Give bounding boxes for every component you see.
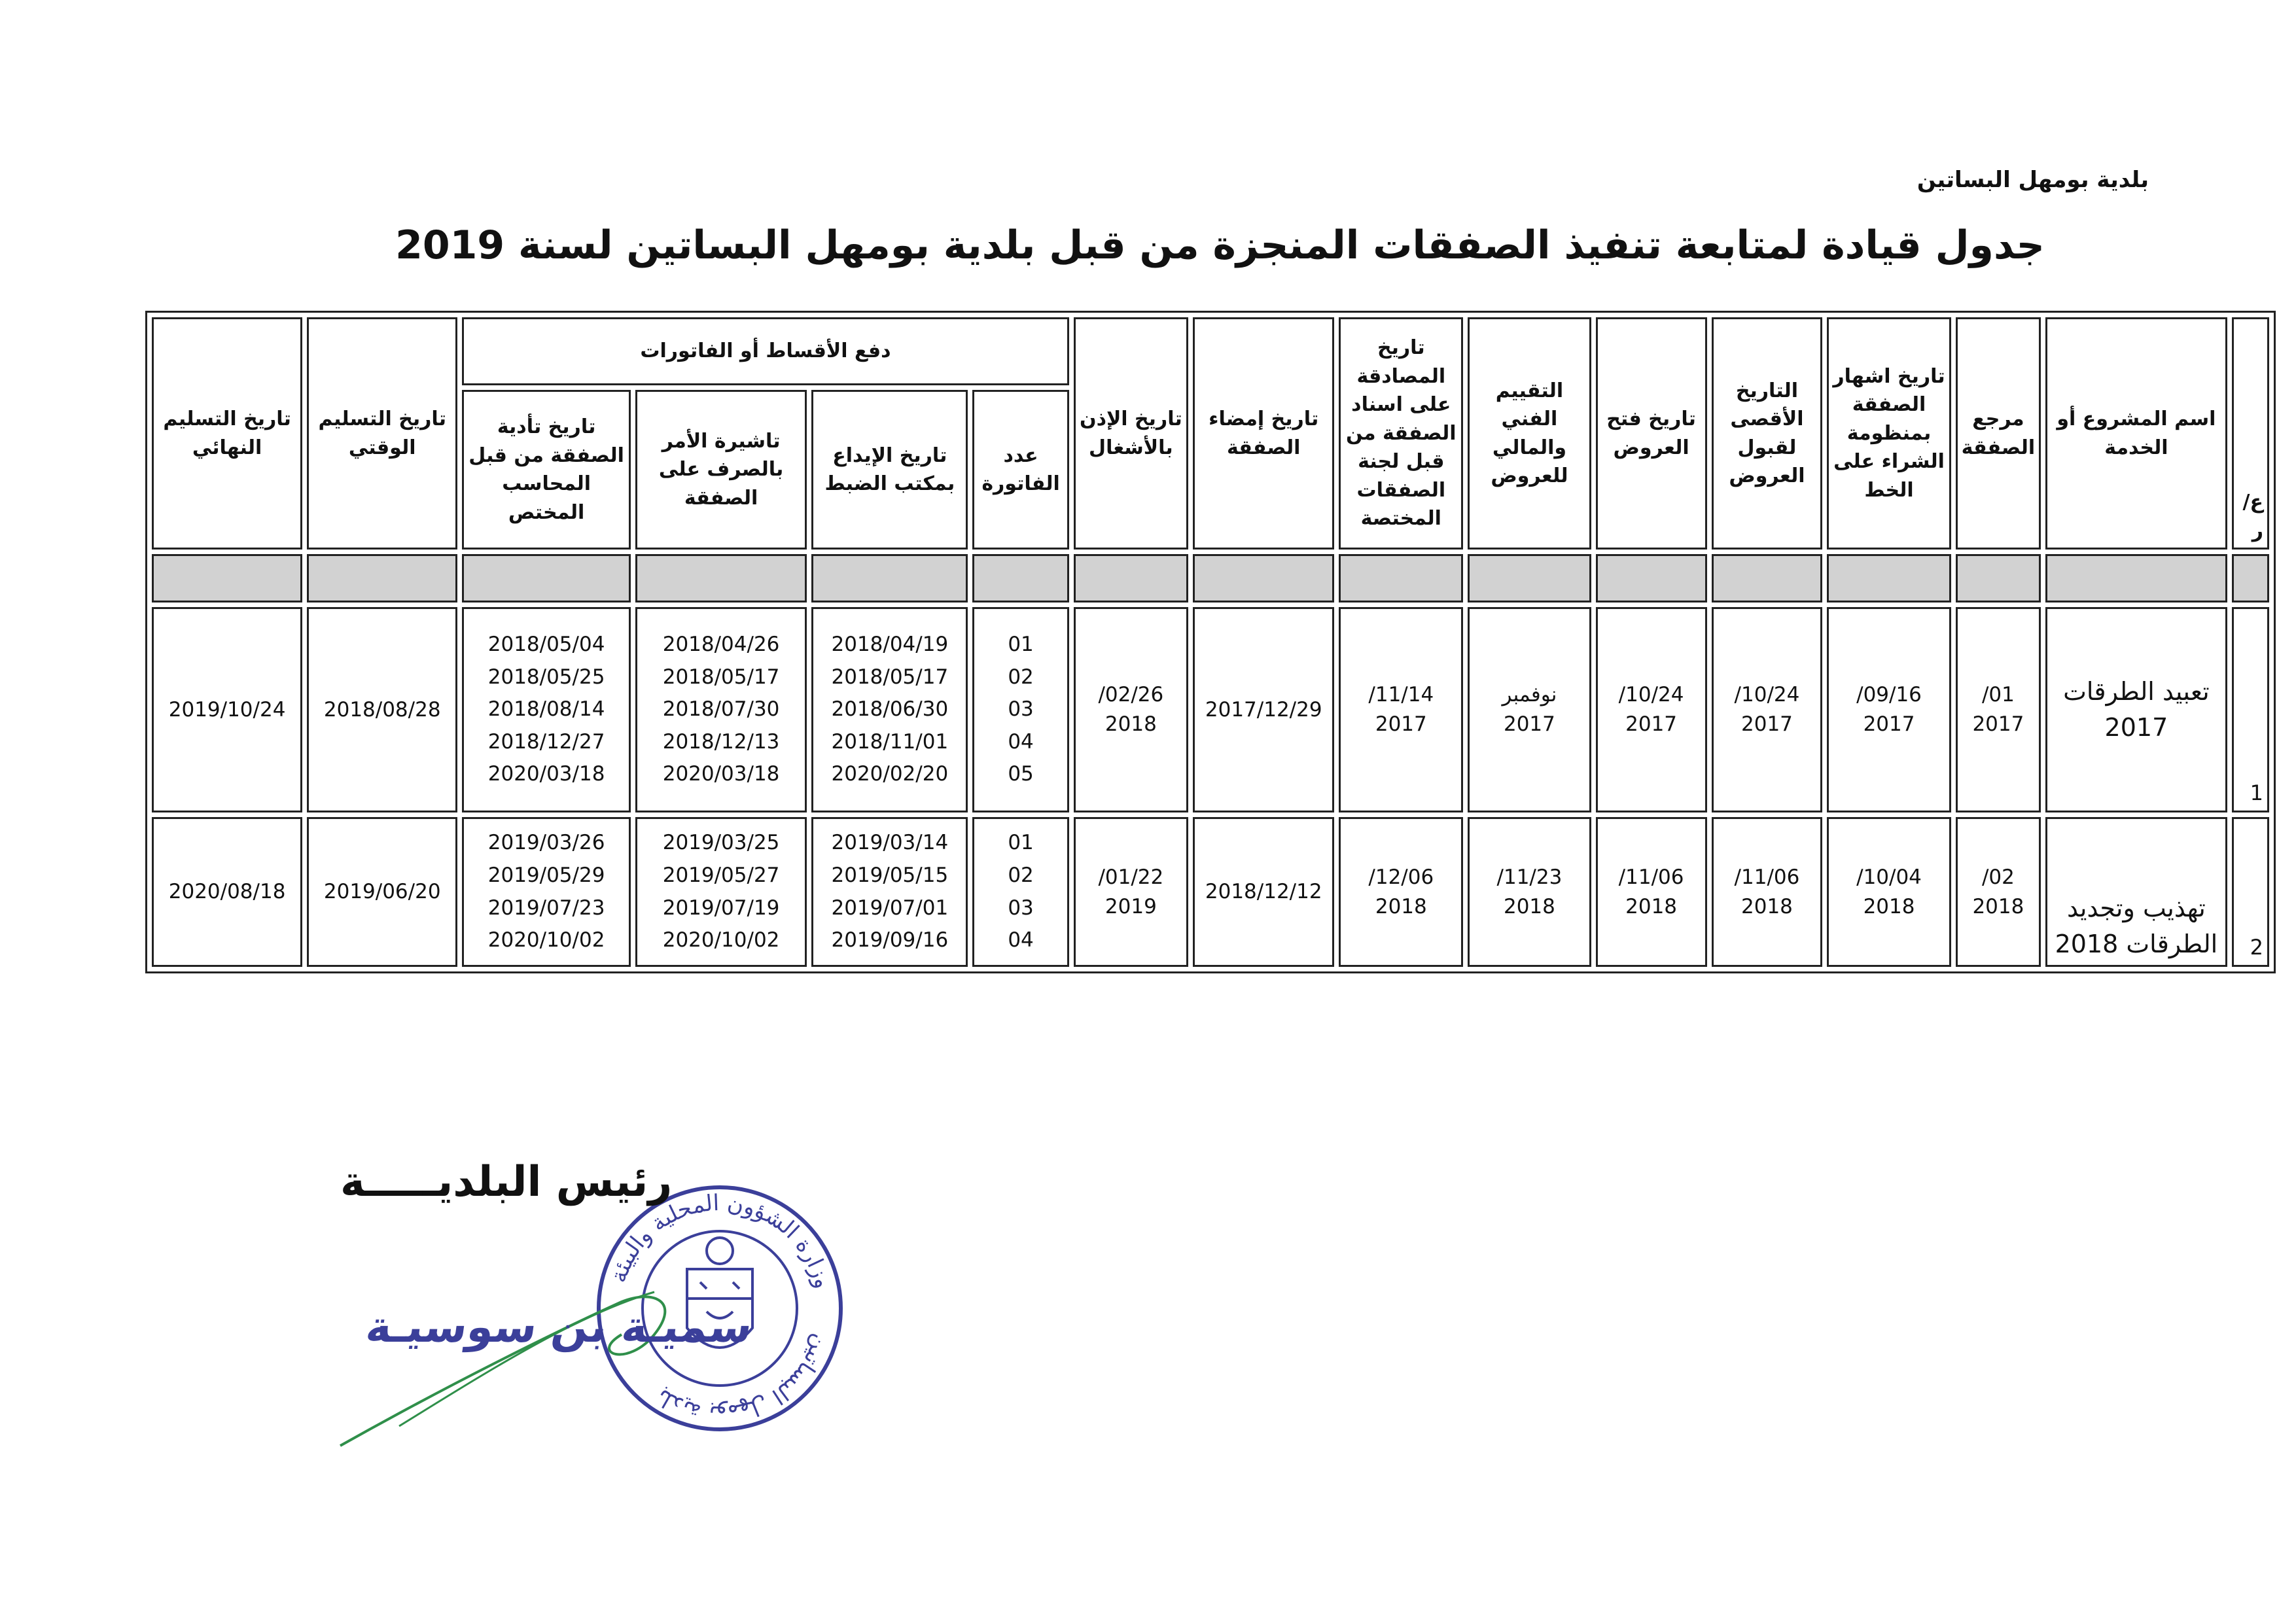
paid-date: 2019/07/23 <box>487 896 605 920</box>
publish-date: 10/04/ 2018 <box>1827 817 1951 967</box>
deposit-dates <box>811 817 968 967</box>
visa-date: 2018/05/17 <box>662 665 780 689</box>
stamp-outer-text: وزارة الشؤون المحلية والبيئة <box>605 1189 836 1291</box>
provisional-date: 2018/08/28 <box>307 607 457 812</box>
deposit-date: 2019/03/14 <box>831 831 949 855</box>
project-name: تهذيب وتجديد الطرقات 2018 <box>2045 817 2227 967</box>
deposit-date: 2018/04/19 <box>831 633 949 657</box>
col-deposit: تاريخ الإيداع بمكتب الضبط <box>811 390 968 550</box>
visa-dates <box>635 607 807 812</box>
deposit-date: 2018/06/30 <box>831 697 949 722</box>
paid-dates <box>462 607 631 812</box>
final-date: 2020/08/18 <box>152 817 302 967</box>
col-ref: مرجع الصفقة <box>1956 317 2041 550</box>
spacer-row <box>152 554 2269 602</box>
visa-dates <box>635 817 807 967</box>
paid-date: 2018/12/27 <box>487 729 605 754</box>
col-final: تاريخ التسليم النهائي <box>152 317 302 550</box>
deposit-date: 2020/02/20 <box>831 762 949 786</box>
deposit-date: 2019/05/15 <box>831 863 949 887</box>
paid-date: 2018/05/04 <box>487 633 605 657</box>
col-deadline: التاريخ الأقصى لقبول العروض <box>1712 317 1823 550</box>
visa-date: 2020/03/18 <box>662 762 780 786</box>
invoice-number: 01 <box>1008 831 1034 855</box>
paid-date: 2020/10/02 <box>487 928 605 952</box>
signature-date: 2018/12/12 <box>1193 817 1334 967</box>
row-index: 1 <box>2232 607 2269 812</box>
col-signature: تاريخ إمضاء الصفقة <box>1193 317 1334 550</box>
col-provisional: تاريخ التسليم الوقتي <box>307 317 457 550</box>
contract-ref: 01/ 2017 <box>1956 607 2041 812</box>
invoice-numbers <box>972 817 1069 967</box>
visa-date: 2018/12/13 <box>662 729 780 754</box>
mayor-name: سميـة بن سوسيـة <box>362 1302 756 1352</box>
page-title-text: جدول قيادة لمتابعة تنفيذ الصفقات المنجزة من قبل بلدية بومهل البساتين لسنة 2019 <box>395 222 2045 268</box>
col-visa: تاشيرة الأمر بالصرف على الصفقة <box>635 390 807 550</box>
order-date: 02/26/ 2018 <box>1074 607 1188 812</box>
invoice-number: 04 <box>1008 729 1034 754</box>
provisional-date: 2019/06/20 <box>307 817 457 967</box>
final-date: 2019/10/24 <box>152 607 302 812</box>
table-row <box>152 607 2269 812</box>
approval-date: 12/06/ 2018 <box>1339 817 1463 967</box>
order-date: 01/22/ 2019 <box>1074 817 1188 967</box>
invoice-numbers <box>972 607 1069 812</box>
signature-date: 2017/12/29 <box>1193 607 1334 812</box>
invoice-number: 03 <box>1008 896 1034 920</box>
invoice-number: 02 <box>1008 863 1034 887</box>
page-title <box>0 222 2296 268</box>
project-name: تعبيد الطرقات 2017 <box>2045 607 2227 812</box>
deposit-date: 2019/07/01 <box>831 896 949 920</box>
stamp-inner-text: بلدية بومهل البساتين <box>651 1331 835 1427</box>
visa-date: 2019/07/19 <box>662 896 780 920</box>
publish-date: 09/16/ 2017 <box>1827 607 1951 812</box>
contracts-table <box>145 311 2276 973</box>
col-evaluation: التقييم الفني والمالي للعروض <box>1468 317 1591 550</box>
paid-dates <box>462 817 631 967</box>
deposit-date: 2018/05/17 <box>831 665 949 689</box>
invoice-number: 05 <box>1008 762 1034 786</box>
visa-date: 2019/05/27 <box>662 863 780 887</box>
visa-date: 2018/07/30 <box>662 697 780 722</box>
signature-block <box>314 1138 851 1505</box>
header-row-1 <box>152 317 2269 385</box>
open-date: 11/06/ 2018 <box>1596 817 1707 967</box>
invoice-number: 01 <box>1008 633 1034 657</box>
col-index: ع/ر <box>2232 317 2269 550</box>
deadline-date: 11/06/ 2018 <box>1712 817 1823 967</box>
invoice-number: 04 <box>1008 928 1034 952</box>
invoice-number: 03 <box>1008 697 1034 722</box>
contract-ref: 02/ 2018 <box>1956 817 2041 967</box>
invoice-number: 02 <box>1008 665 1034 689</box>
evaluation-date: نوفمبر 2017 <box>1468 607 1591 812</box>
paid-date: 2018/05/25 <box>487 665 605 689</box>
row-index: 2 <box>2232 817 2269 967</box>
mayor-title: رئيس البلديـــــة <box>340 1158 673 1206</box>
col-approval: تاريخ المصادقة على اسناد الصفقة من قبل لجنة الصفقات المختصة <box>1339 317 1463 550</box>
paid-date: 2020/03/18 <box>487 762 605 786</box>
col-paid: تاريخ تأدية الصفقة من قبل المحاسب المختص <box>462 390 631 550</box>
col-publish: تاريخ اشهار الصفقة بمنظومة الشراء على الخط <box>1827 317 1951 550</box>
col-open: تاريخ فتح العروض <box>1596 317 1707 550</box>
deposit-date: 2019/09/16 <box>831 928 949 952</box>
col-name: اسم المشروع أو الخدمة <box>2045 317 2227 550</box>
municipality-name: بلدية بومهل البساتين <box>1916 167 2149 193</box>
col-order: تاريخ الإذن بالأشغال <box>1074 317 1188 550</box>
visa-date: 2018/04/26 <box>662 633 780 657</box>
approval-date: 11/14/ 2017 <box>1339 607 1463 812</box>
table-row <box>152 817 2269 967</box>
open-date: 10/24/ 2017 <box>1596 607 1707 812</box>
col-invoice-count: عدد الفاتورة <box>972 390 1069 550</box>
deadline-date: 10/24/ 2017 <box>1712 607 1823 812</box>
paid-date: 2018/08/14 <box>487 697 605 722</box>
col-payment-group: دفع الأقساط أو الفاتورات <box>462 317 1069 385</box>
visa-date: 2019/03/25 <box>662 831 780 855</box>
evaluation-date: 11/23/ 2018 <box>1468 817 1591 967</box>
deposit-dates <box>811 607 968 812</box>
deposit-date: 2018/11/01 <box>831 729 949 754</box>
paid-date: 2019/05/29 <box>487 863 605 887</box>
paid-date: 2019/03/26 <box>487 831 605 855</box>
visa-date: 2020/10/02 <box>662 928 780 952</box>
